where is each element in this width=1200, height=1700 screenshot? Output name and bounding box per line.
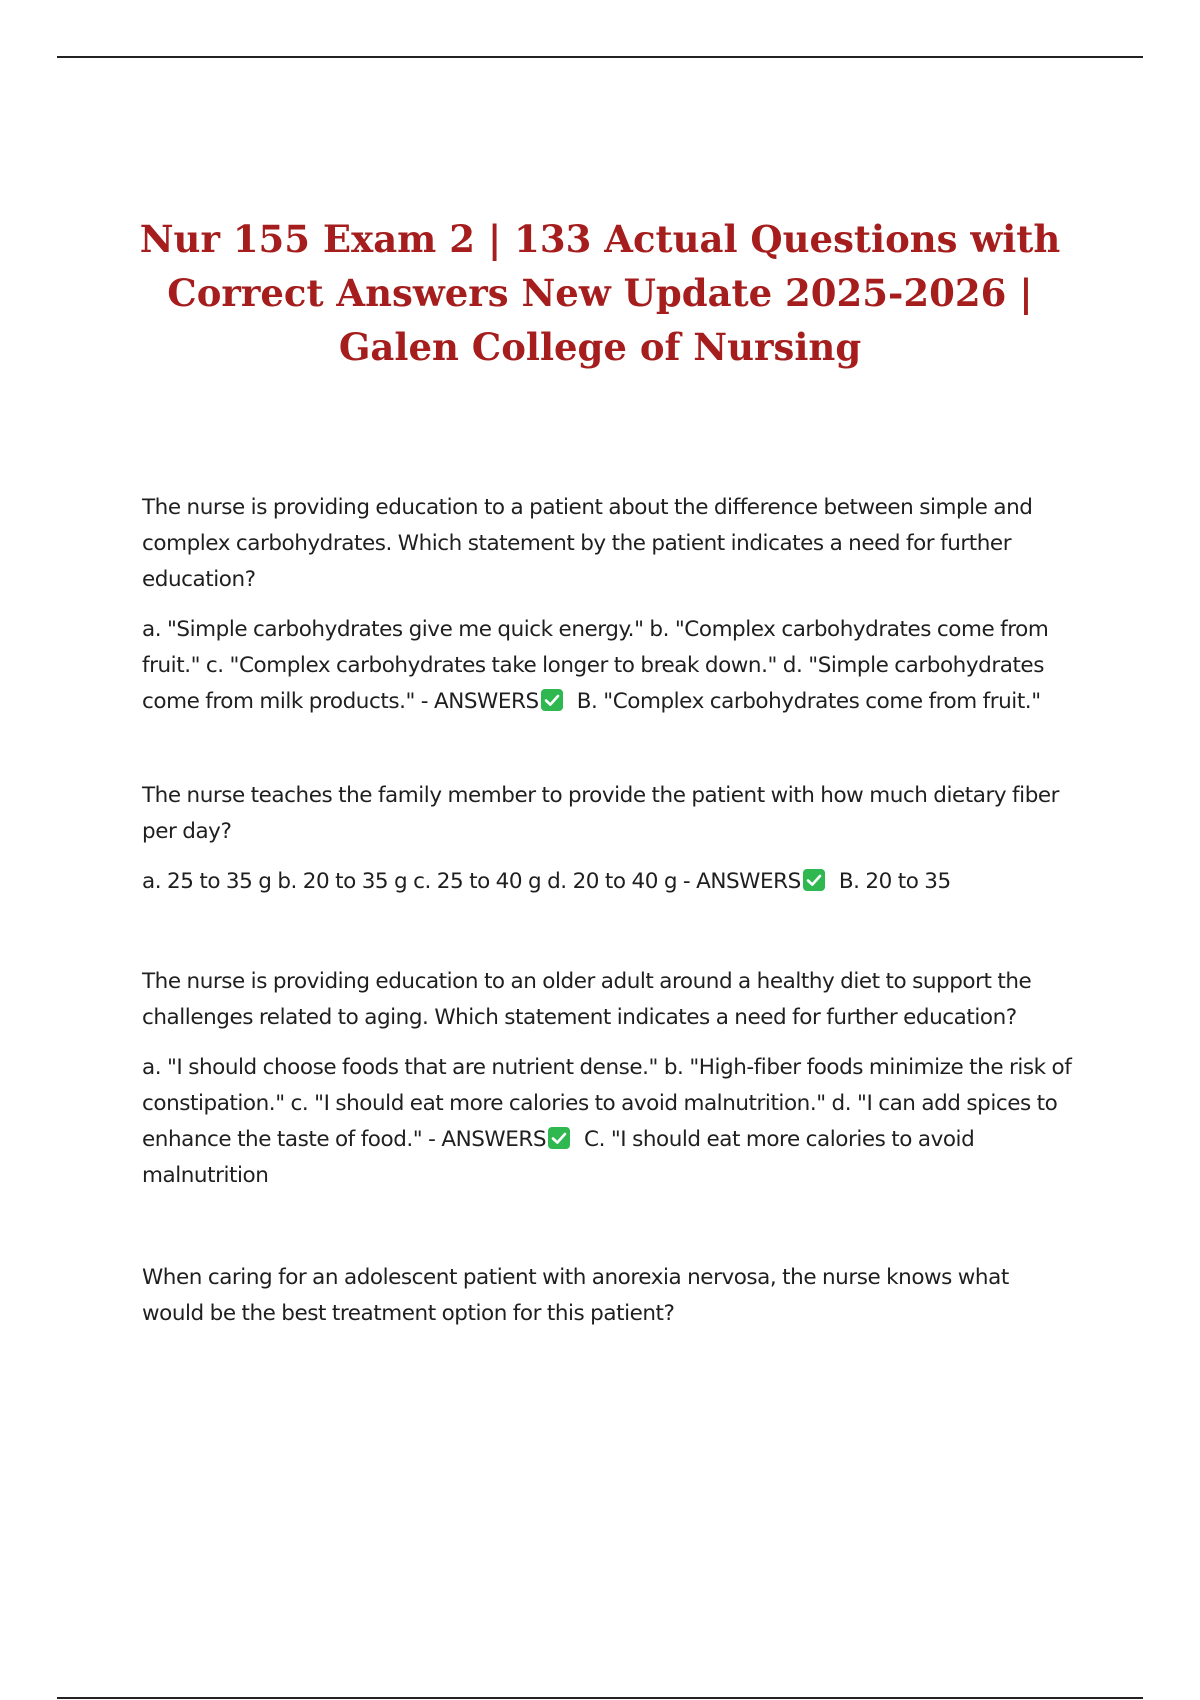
question-block [142, 1260, 1072, 1332]
answer-text: B. 20 to 35 [838, 869, 951, 894]
answer-options [142, 864, 1072, 900]
question-text: The nurse is providing education to a patient about the difference between simple and complex carbohydrates. Which statement by the patient indicates a need for further education? [142, 495, 1033, 592]
top-rule [57, 56, 1143, 58]
bottom-rule [57, 1697, 1143, 1699]
answer-text: B. "Complex carbohydrates come from fruit." [576, 689, 1041, 714]
options-text: a. "I should choose foods that are nutrient dense." b. "High-fiber foods minimize the risk of constipation." c. "I should eat more calories to avoid malnutrition." d. "I can add spices to enhance the taste of food." - ANSWERS [142, 1055, 1072, 1152]
check-mark-icon [548, 1127, 570, 1149]
answer-options [142, 1050, 1072, 1194]
question-text: When caring for an adolescent patient with anorexia nervosa, the nurse knows what would be the best treatment option for this patient? [142, 1265, 1009, 1326]
options-text: a. "Simple carbohydrates give me quick energy." b. "Complex carbohydrates come from fruit." c. "Complex carbohydrates take longer to break down." d. "Simple carbohydrates come from milk products." - ANSWERS [142, 617, 1049, 714]
check-mark-icon [541, 689, 563, 711]
question-block [142, 490, 1072, 720]
options-text: a. 25 to 35 g b. 20 to 35 g c. 25 to 40 g d. 20 to 40 g - ANSWERS [142, 869, 801, 894]
answer-text: C. "I should eat more calories to avoid malnutrition [142, 1127, 975, 1188]
question-block [142, 778, 1072, 900]
document-title: Nur 155 Exam 2 | 133 Actual Questions with Correct Answers New Update 2025-2026 | Galen College of Nursing [139, 217, 1061, 369]
question-text: The nurse is providing education to an older adult around a healthy diet to support the challenges related to aging. Which statement indicates a need for further education? [142, 969, 1032, 1030]
document-body [142, 490, 1072, 1332]
answer-options [142, 612, 1072, 720]
question-block [142, 964, 1072, 1194]
question-text: The nurse teaches the family member to provide the patient with how much dietary fiber per day? [142, 783, 1060, 844]
check-mark-icon [803, 869, 825, 891]
